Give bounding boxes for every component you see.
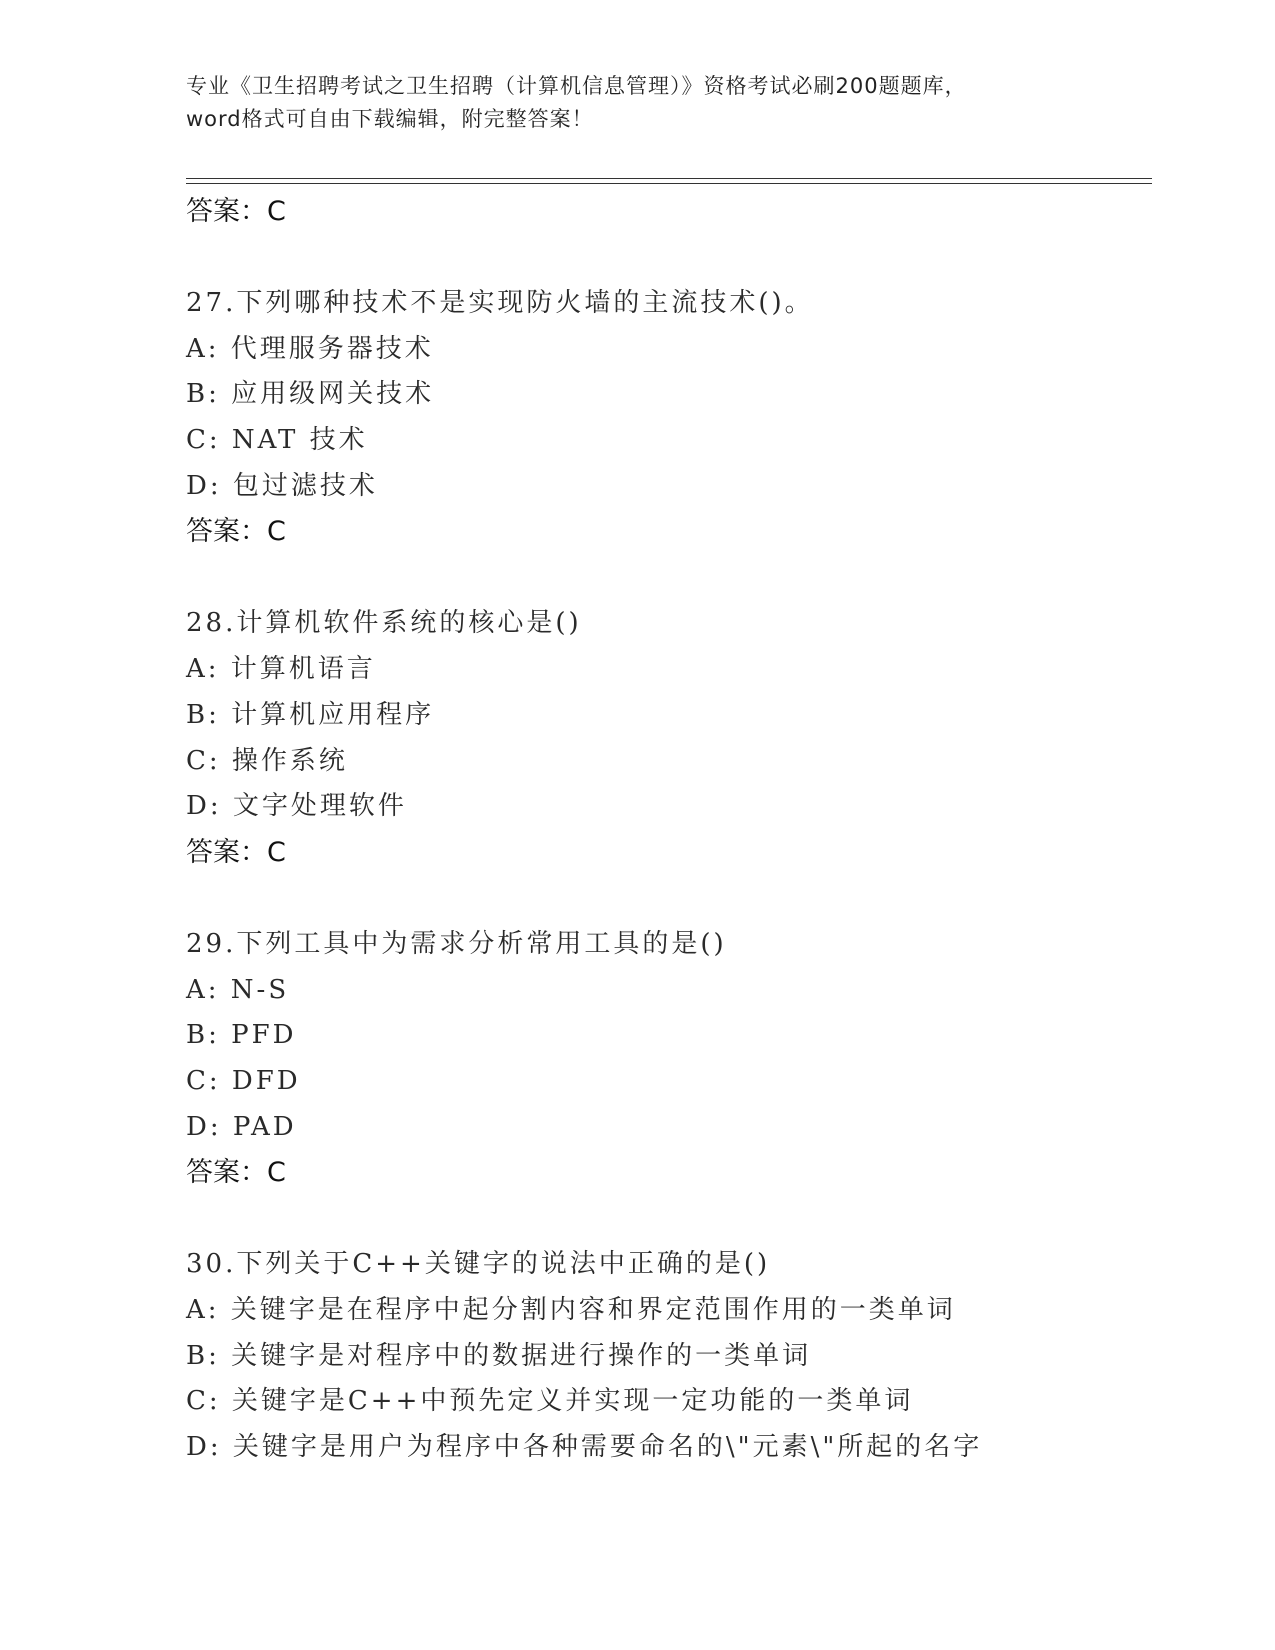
option-d: D: 包过滤技术 [186, 470, 378, 501]
question-30 [186, 1242, 1146, 1470]
header-line-2: word格式可自由下载编辑，附完整答案！ [186, 107, 594, 131]
answer-line: 答案：C [186, 196, 286, 227]
option-b: B: 关键字是对程序中的数据进行操作的一类单词 [186, 1340, 812, 1371]
question-stem: 27.下列哪种技术不是实现防火墙的主流技术()。 [186, 288, 814, 318]
question-27 [186, 281, 1146, 555]
option-d: D: 关键字是用户为程序中各种需要命名的\"元素\"所起的名字 [186, 1432, 983, 1463]
question-stem: 30.下列关于C++关键字的说法中正确的是() [186, 1249, 771, 1280]
question-29 [186, 922, 1146, 1196]
answer-line: 答案：C [186, 516, 286, 548]
option-a: A: 计算机语言 [186, 654, 376, 685]
option-c: C: 操作系统 [186, 745, 348, 776]
document-header [186, 70, 1086, 136]
header-divider-top [186, 178, 1152, 179]
answer-line: 答案：C [186, 836, 286, 868]
question-list [186, 189, 1146, 1471]
option-c: C: DFD [186, 1065, 301, 1096]
question-stem: 28.计算机软件系统的核心是() [186, 608, 582, 639]
option-c: C: NAT 技术 [186, 425, 368, 456]
option-a: A: N-S [186, 974, 290, 1005]
option-c: C: 关键字是C++中预先定义并实现一定功能的一类单词 [186, 1386, 914, 1417]
option-d: D: PAD [186, 1111, 297, 1142]
answer-line: 答案：C [186, 1157, 286, 1189]
option-b: B: PFD [186, 1020, 297, 1051]
question-stem: 29.下列工具中为需求分析常用工具的是() [186, 928, 727, 959]
option-d: D: 文字处理软件 [186, 791, 407, 822]
header-line-1: 专业《卫生招聘考试之卫生招聘（计算机信息管理）》资格考试必刷200题题库， [186, 74, 967, 98]
header-divider-bottom [186, 183, 1152, 184]
option-b: B: 计算机应用程序 [186, 699, 435, 730]
option-a: A: 代理服务器技术 [186, 333, 434, 364]
option-a: A: 关键字是在程序中起分割内容和界定范围作用的一类单词 [186, 1295, 956, 1325]
question-28 [186, 601, 1146, 875]
option-b: B: 应用级网关技术 [186, 379, 435, 410]
